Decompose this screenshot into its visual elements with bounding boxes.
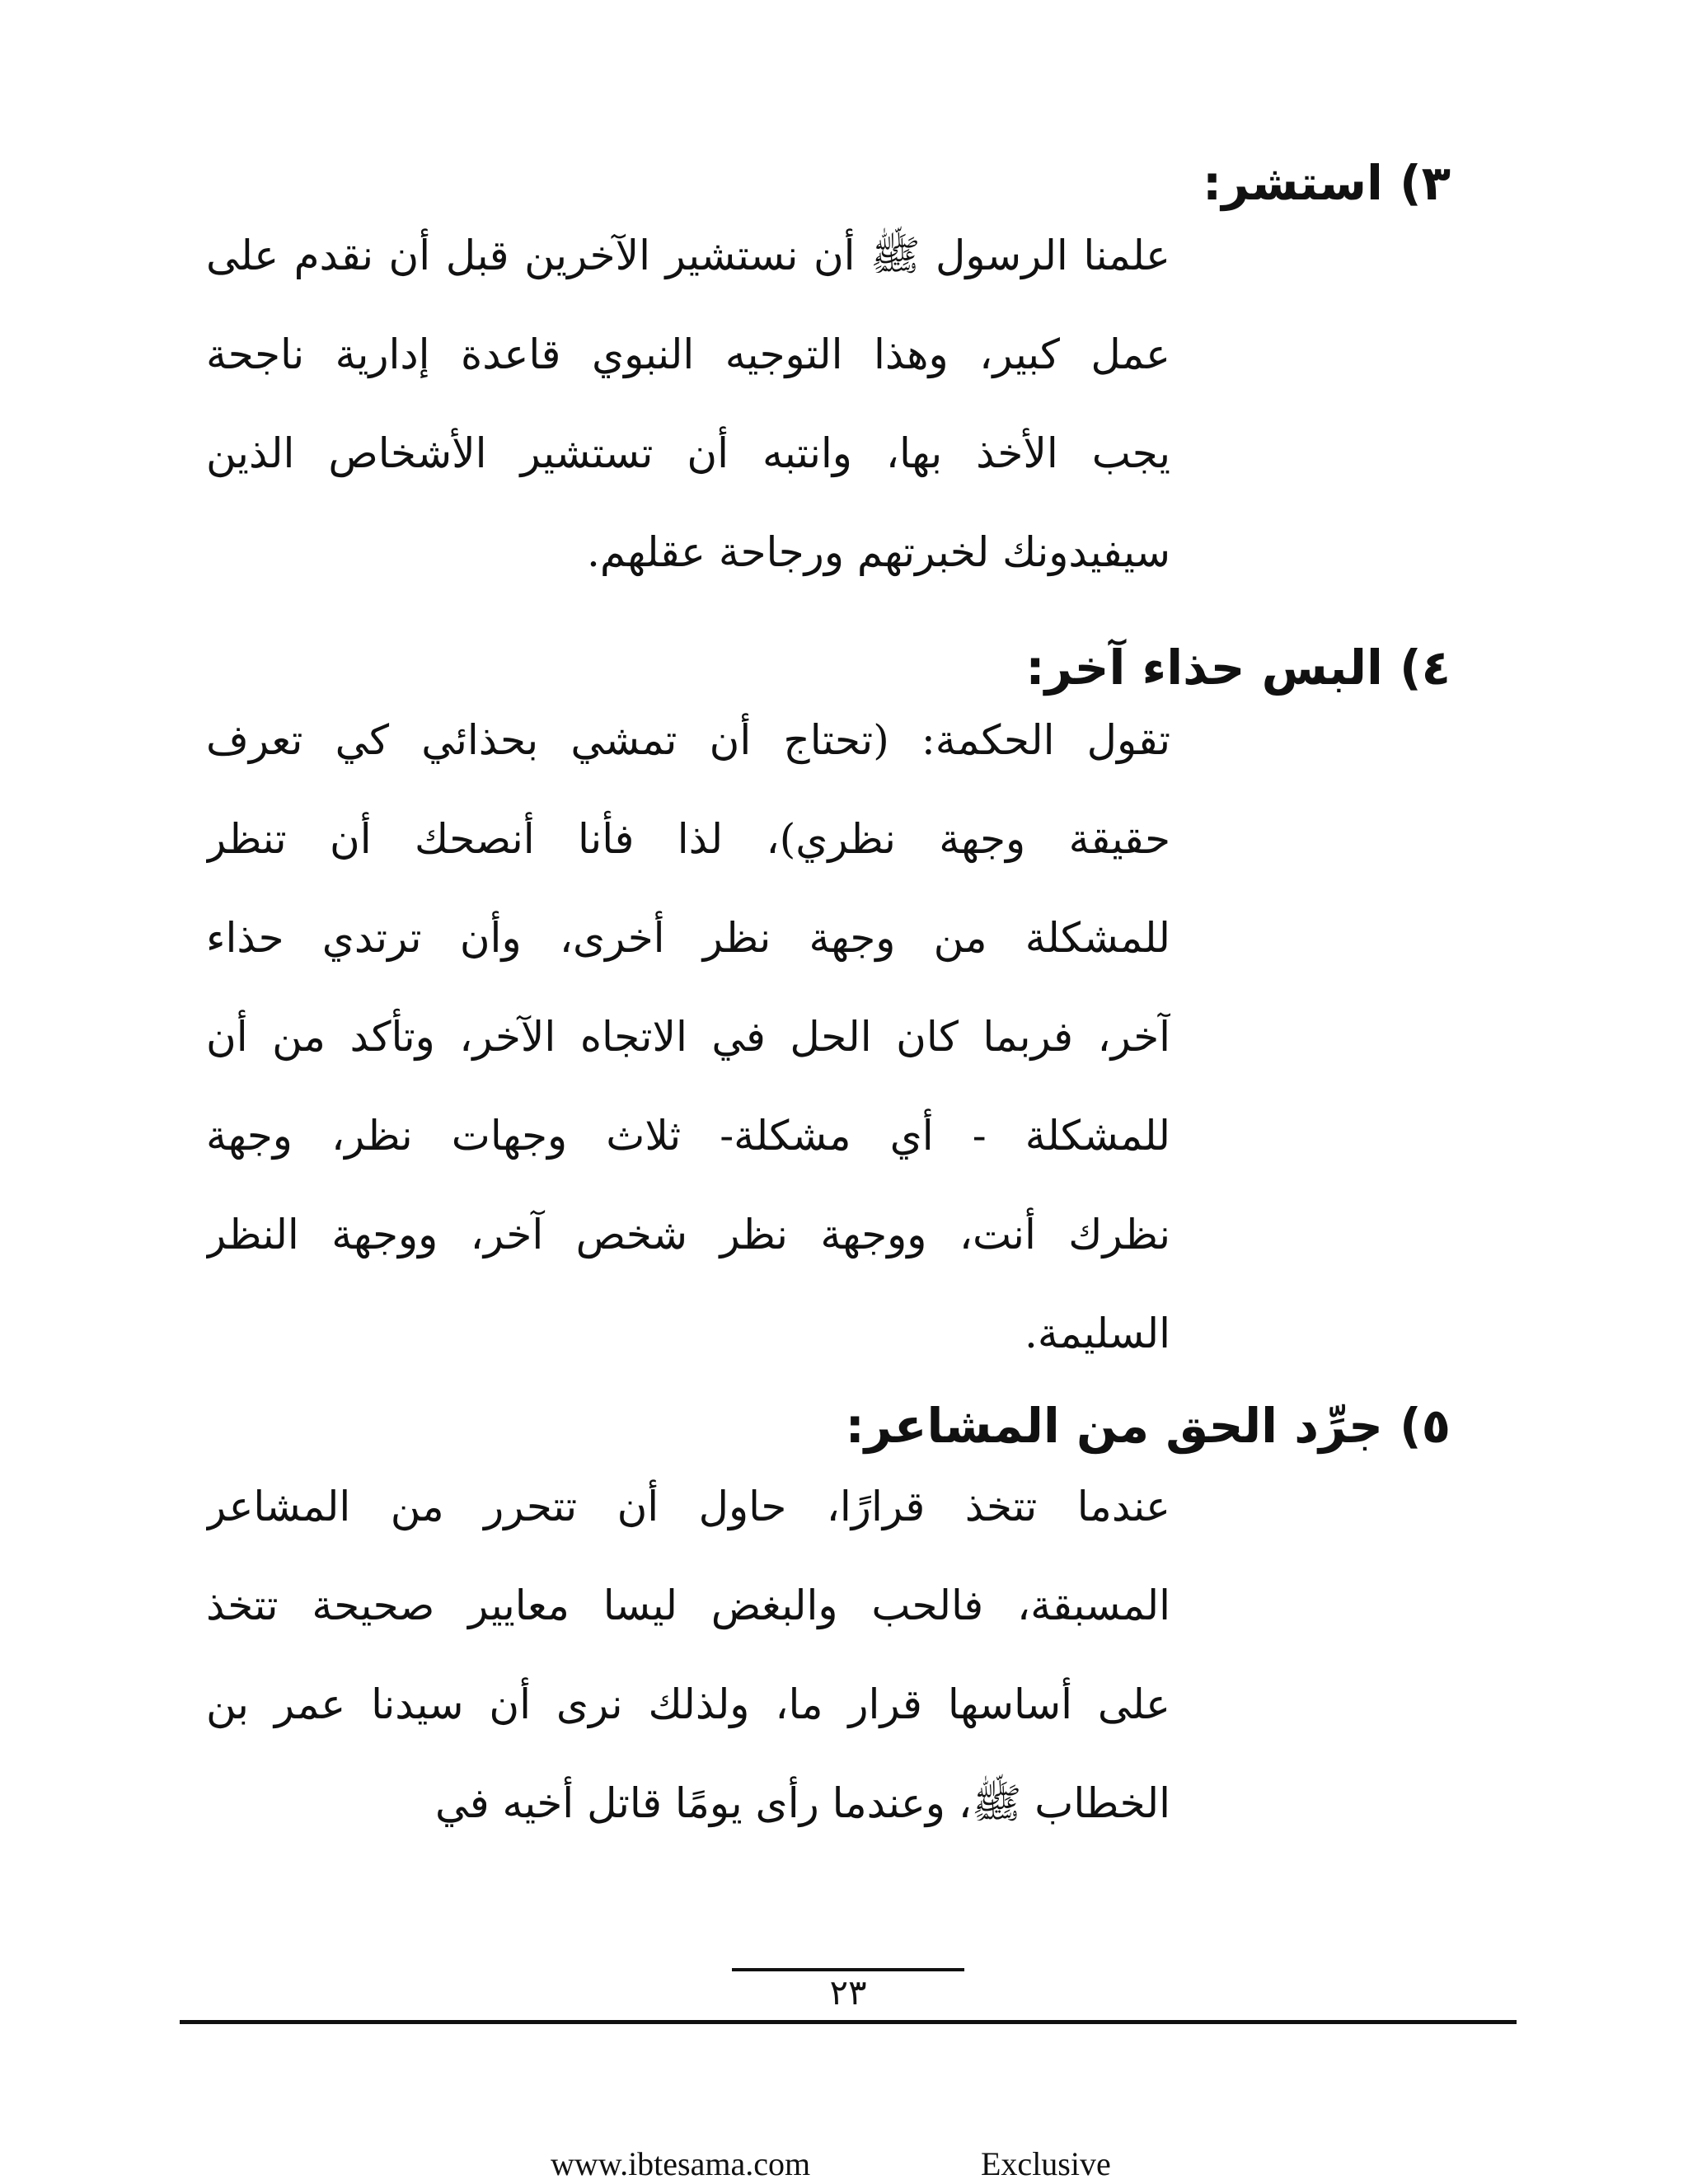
page-number-rule [732,1968,964,1971]
paragraph-line: المسبقة، فالحب والبغض ليسا معايير صحيحة تتخذ [206,1582,1170,1629]
paragraph-line: للمشكلة - أي مشكلة- ثلاث وجهات نظر، وجهة [206,1112,1170,1160]
paragraph-line: عندما تتخذ قرارًا، حاول أن تتحرر من المشاعر [206,1483,1170,1530]
section-paragraph-5 [206,1457,1170,1853]
section-paragraph-4 [206,691,1170,1383]
paragraph-line: آخر، فربما كان الحل في الاتجاه الآخر، وتأكد من أن [206,1013,1170,1061]
paragraph-line: للمشكلة من وجهة نظر أخرى، وأن ترتدي حذاء [206,914,1170,962]
paragraph-line: السليمة. [1025,1310,1170,1357]
paragraph-line: حقيقة وجهة نظري)، لذا فأنا أنصحك أن تنظر [206,815,1170,863]
paragraph-line: نظرك أنت، ووجهة نظر شخص آخر، ووجهة النظر [206,1211,1170,1258]
paragraph-line: الخطاب ﷺ، وعندما رأى يومًا قاتل أخيه في [435,1779,1170,1827]
section-heading-4: ٤) البس حذاء آخر: [1025,640,1451,696]
paragraph-line: عمل كبير، وهذا التوجيه النبوي قاعدة إدارية ناجحة [206,330,1170,378]
footer-divider [180,2020,1517,2024]
page-number: ٢٣ [829,1972,867,2013]
paragraph-line: تقول الحكمة: (تحتاج أن تمشي بحذائي كي تعرف [206,716,1170,764]
section-heading-5: ٥) جرِّد الحق من المشاعر: [845,1398,1451,1454]
paragraph-line: على أساسها قرار ما، ولذلك نرى أن سيدنا عمر بن [206,1680,1170,1728]
footer-url: www.ibtesama.com [551,2145,811,2182]
footer-label: Exclusive [981,2145,1111,2182]
paragraph-line: علمنا الرسول ﷺ أن نستشير الآخرين قبل أن نقدم على [206,232,1170,279]
section-heading-3: ٣) استشر: [1203,155,1451,211]
paragraph-line: يجب الأخذ بها، وانتبه أن تستشير الأشخاص الذين [206,429,1170,477]
paragraph-line: سيفيدونك لخبرتهم ورجاحة عقلهم. [587,528,1170,576]
section-paragraph-3 [206,206,1170,602]
